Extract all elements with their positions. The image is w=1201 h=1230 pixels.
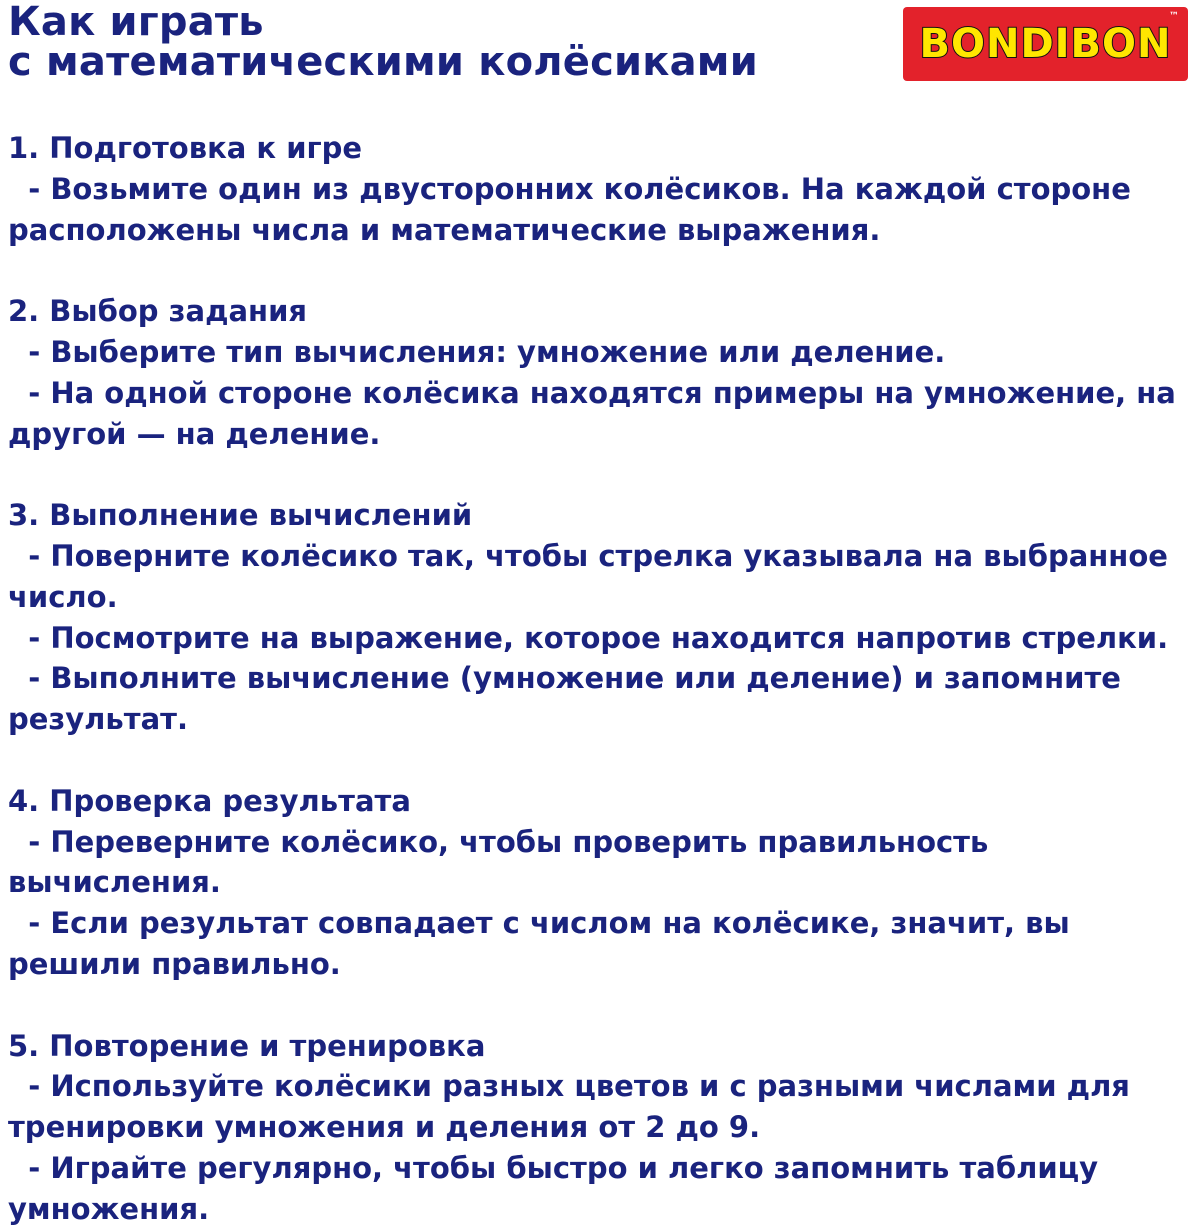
section-item: - Используйте колёсики разных цветов и с разными числами для тренировки умножения и деления от 2 до 9. xyxy=(8,1066,1198,1148)
page-title-line-2: с математическими колёсиками xyxy=(8,39,758,85)
section-item: - Если результат совпадает с числом на колёсике, значит, вы решили правильно. xyxy=(8,903,1198,985)
page-title xyxy=(8,0,758,85)
section-item: - На одной стороне колёсика находятся примеры на умножение, на другой — на деление. xyxy=(8,373,1198,455)
section-practice xyxy=(8,1026,1198,1230)
instructions-list xyxy=(8,128,1198,1230)
section-item: - Посмотрите на выражение, которое находится напротив стрелки. xyxy=(8,618,1198,659)
logo-text: BONDIBON xyxy=(919,21,1172,67)
section-item: - Выполните вычисление (умножение или деление) и запомните результат. xyxy=(8,658,1198,740)
section-heading: 1. Подготовка к игре xyxy=(8,131,363,165)
page-title-line-1: Как играть xyxy=(8,0,264,45)
section-item: - Возьмите один из двусторонних колёсиков. На каждой стороне расположены числа и математические выражения. xyxy=(8,169,1198,251)
section-heading: 2. Выбор задания xyxy=(8,294,308,329)
section-item: - Поверните колёсико так, чтобы стрелка указывала на выбранное число. xyxy=(8,536,1198,618)
section-result-check xyxy=(8,781,1198,985)
section-preparation xyxy=(8,128,1198,250)
section-heading: 3. Выполнение вычислений xyxy=(8,498,473,533)
section-calculations xyxy=(8,495,1198,740)
section-item: - Выберите тип вычисления: умножение или деление. xyxy=(8,332,1198,373)
trademark-mark: ™ xyxy=(1169,11,1179,22)
section-item: - Переверните колёсико, чтобы проверить правильность вычисления. xyxy=(8,822,1198,904)
section-item: - Играйте регулярно, чтобы быстро и легко запомнить таблицу умножения. xyxy=(8,1148,1198,1230)
section-heading: 4. Проверка результата xyxy=(8,783,411,818)
section-task-choice xyxy=(8,291,1198,454)
bondibon-logo xyxy=(903,7,1188,81)
section-heading: 5. Повторение и тренировка xyxy=(8,1028,486,1063)
